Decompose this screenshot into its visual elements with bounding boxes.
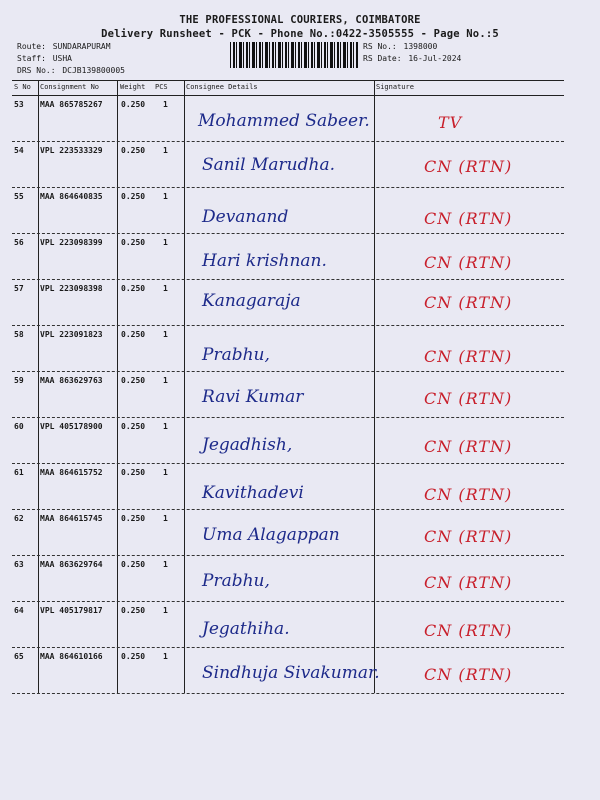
row-divider [12,555,564,556]
row-sno: 56 [14,238,24,247]
row-pcs: 1 [163,514,168,523]
row-consignment-no: MAA 864610166 [40,652,103,661]
row-sno: 61 [14,468,24,477]
row-sno: 62 [14,514,24,523]
row-divider [12,647,564,648]
row-sno: 63 [14,560,24,569]
row-divider [12,417,564,418]
delivery-signature-mark: CN (RTN) [424,293,513,312]
delivery-signature-mark: CN (RTN) [424,209,513,228]
delivery-signature-mark: CN (RTN) [424,157,513,176]
consignee-handwritten-name: Uma Alagappan [202,525,340,545]
consignee-handwritten-name: Prabhu, [202,571,270,591]
route-value: SUNDARAPURAM [52,42,111,51]
delivery-signature-mark: CN (RTN) [424,573,513,592]
delivery-signature-mark: CN (RTN) [424,621,513,640]
row-consignment-no: MAA 864640835 [40,192,103,201]
table-row [0,143,600,189]
row-pcs: 1 [163,652,168,661]
row-pcs: 1 [163,376,168,385]
row-consignment-no: VPL 223091823 [40,330,103,339]
row-weight: 0.250 [121,100,146,109]
row-weight: 0.250 [121,560,146,569]
row-divider [12,279,564,280]
row-consignment-no: VPL 223098398 [40,284,103,293]
row-pcs: 1 [163,422,168,431]
table-row [0,189,600,235]
col-header-signature: Signature [376,83,414,91]
document-title: THE PROFESSIONAL COURIERS, COIMBATORE [179,14,421,26]
table-row [0,235,600,281]
row-pcs: 1 [163,192,168,201]
row-weight: 0.250 [121,146,146,155]
row-divider [12,233,564,234]
row-weight: 0.250 [121,468,146,477]
row-divider [12,693,564,694]
row-consignment-no: MAA 864615752 [40,468,103,477]
drs-value: DCJB139800005 [62,66,125,75]
row-pcs: 1 [163,284,168,293]
delivery-signature-mark: CN (RTN) [424,485,513,504]
row-weight: 0.250 [121,284,146,293]
rs-no-line [363,42,437,51]
table-row [0,373,600,419]
row-sno: 54 [14,146,24,155]
rs-no-value: 1398000 [403,42,438,51]
row-pcs: 1 [163,468,168,477]
drs-line [17,66,125,75]
staff-value: USHA [52,54,72,63]
row-weight: 0.250 [121,330,146,339]
row-sno: 57 [14,284,24,293]
row-weight: 0.250 [121,238,146,247]
rs-date-value: 16-Jul-2024 [408,54,462,63]
table-row [0,603,600,649]
row-consignment-no: VPL 223098399 [40,238,103,247]
row-sno: 53 [14,100,24,109]
row-weight: 0.250 [121,422,146,431]
table-row [0,649,600,695]
row-pcs: 1 [163,330,168,339]
row-divider [12,325,564,326]
row-divider [12,509,564,510]
delivery-signature-mark: CN (RTN) [424,347,513,366]
table-row [0,419,600,465]
consignee-handwritten-name: Jegadhish, [202,435,293,455]
table-row [0,557,600,603]
row-sno: 55 [14,192,24,201]
consignee-handwritten-name: Sindhuja Sivakumar. [202,663,380,683]
row-weight: 0.250 [121,192,146,201]
document-subtitle: Delivery Runsheet - PCK - Phone No.:0422-3505555 - Page No.:5 [101,28,499,40]
consignee-handwritten-name: Kanagaraja [202,291,301,311]
row-pcs: 1 [163,560,168,569]
drs-label: DRS No.: [17,66,56,75]
row-consignment-no: VPL 405179817 [40,606,103,615]
rs-date-line [363,54,461,63]
consignee-handwritten-name: Prabhu, [202,345,270,365]
route-line [17,42,111,51]
consignee-handwritten-name: Hari krishnan. [202,251,327,271]
row-pcs: 1 [163,606,168,615]
row-consignment-no: MAA 865785267 [40,100,103,109]
barcode [230,42,358,68]
row-consignment-no: VPL 405178900 [40,422,103,431]
consignee-handwritten-name: Mohammed Sabeer. [198,111,370,131]
row-divider [12,601,564,602]
row-consignment-no: MAA 864615745 [40,514,103,523]
rs-date-label: RS Date: [363,54,402,63]
delivery-signature-mark: CN (RTN) [424,527,513,546]
consignee-handwritten-name: Jegathiha. [202,619,290,639]
col-header-pcs: PCS [155,83,168,91]
col-header-weight: Weight [120,83,146,91]
row-consignment-no: MAA 863629764 [40,560,103,569]
delivery-signature-mark: CN (RTN) [424,437,513,456]
table-row [0,97,600,143]
row-divider [12,463,564,464]
consignee-handwritten-name: Ravi Kumar [202,387,304,407]
row-divider [12,187,564,188]
delivery-signature-mark: CN (RTN) [424,389,513,408]
row-sno: 58 [14,330,24,339]
table-row [0,465,600,511]
row-weight: 0.250 [121,652,146,661]
staff-line [17,54,72,63]
delivery-signature-mark: CN (RTN) [424,253,513,272]
table-row [0,327,600,373]
row-sno: 60 [14,422,24,431]
row-pcs: 1 [163,146,168,155]
row-divider [12,141,564,142]
consignee-handwritten-name: Devanand [202,207,289,227]
row-pcs: 1 [163,100,168,109]
row-divider [12,371,564,372]
table-row [0,511,600,557]
route-label: Route: [17,42,46,51]
col-header-sno: S No [14,83,31,91]
staff-label: Staff: [17,54,46,63]
row-consignment-no: MAA 863629763 [40,376,103,385]
row-sno: 64 [14,606,24,615]
table-header-border [12,95,564,96]
row-weight: 0.250 [121,376,146,385]
row-sno: 59 [14,376,24,385]
rs-no-label: RS No.: [363,42,397,51]
consignee-handwritten-name: Sanil Marudha. [202,155,335,175]
consignee-handwritten-name: Kavithadevi [202,483,304,503]
row-consignment-no: VPL 223533329 [40,146,103,155]
delivery-signature-mark: TV [438,113,463,132]
row-sno: 65 [14,652,24,661]
delivery-signature-mark: CN (RTN) [424,665,513,684]
col-header-consignee: Consignee Details [186,83,258,91]
row-weight: 0.250 [121,514,146,523]
row-weight: 0.250 [121,606,146,615]
col-header-consignment: Consignment No [40,83,100,91]
row-pcs: 1 [163,238,168,247]
table-row [0,281,600,327]
